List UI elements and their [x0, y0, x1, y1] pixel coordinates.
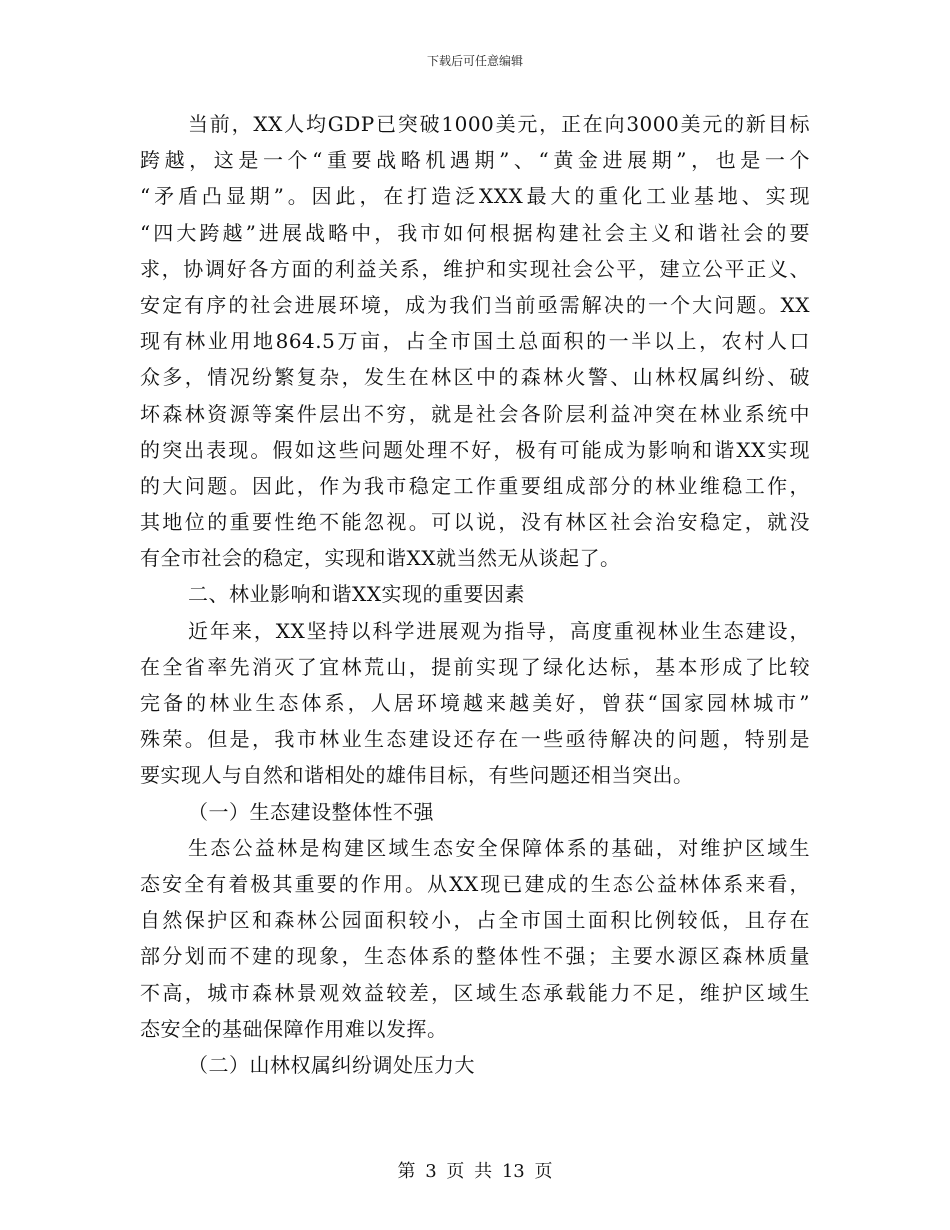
paragraph-line: 求，协调好各方面的利益关系，维护和实现社会公平，建立公平正义、: [140, 256, 810, 281]
paragraph-line: 的大问题。因此，作为我市稳定工作重要组成部分的林业维稳工作，: [140, 473, 810, 498]
page-number-footer: 第 3 页 共 13 页: [397, 1161, 553, 1182]
paragraph-line: 态安全的基础保障作用难以发挥。: [140, 1016, 448, 1041]
subsection-heading: （一）生态建设整体性不强: [188, 799, 434, 824]
paragraph-line: 生态公益林是构建区域生态安全保障体系的基础，对维护区域生: [188, 835, 810, 860]
paragraph-line: 有全市社会的稳定，实现和谐XX就当然无从谈起了。: [140, 546, 621, 571]
page-header-note: 下载后可任意编辑: [426, 54, 523, 68]
paragraph-line: 态安全有着极其重要的作用。从XX现已建成的生态公益林体系来看，: [140, 871, 810, 896]
paragraph-line: 众多，情况纷繁复杂，发生在林区中的森林火警、山林权属纠纷、破: [140, 365, 810, 390]
paragraph-line: 的突出表现。假如这些问题处理不好，极有可能成为影响和谐XX实现: [140, 437, 810, 462]
paragraph-line: 现有林业用地864.5万亩，占全市国土总面积的一半以上，农村人口: [140, 329, 810, 354]
paragraph-line: 在全省率先消灭了宜林荒山，提前实现了绿化达标，基本形成了比较: [140, 654, 810, 679]
paragraph-line: 跨越，这是一个“重要战略机遇期”、“黄金进展期”，也是一个: [140, 148, 810, 173]
paragraph-line: “矛盾凸显期”。因此，在打造泛XXX最大的重化工业基地、实现: [140, 184, 810, 209]
paragraph-line: 不高，城市森林景观效益较差，区域生态承载能力不足，维护区域生: [140, 980, 810, 1005]
paragraph-line: 部分划而不建的现象，生态体系的整体性不强；主要水源区森林质量: [140, 944, 810, 969]
paragraph-line: 殊荣。但是，我市林业生态建设还存在一些亟待解决的问题，特别是: [140, 727, 810, 752]
paragraph-line: 其地位的重要性绝不能忽视。可以说，没有林区社会治安稳定，就没: [140, 510, 810, 535]
paragraph-line: “四大跨越”进展战略中，我市如何根据构建社会主义和谐社会的要: [140, 220, 810, 245]
paragraph-line: 坏森林资源等案件层出不穷，就是社会各阶层利益冲突在林业系统中: [140, 401, 810, 426]
subsection-heading: （二）山林权属纠纷调处压力大: [188, 1052, 475, 1077]
section-heading: 二、林业影响和谐XX实现的重要因素: [188, 582, 525, 607]
paragraph-line: 自然保护区和森林公园面积较小，占全市国土面积比例较低，且存在: [140, 908, 810, 933]
paragraph-line: 要实现人与自然和谐相处的雄伟目标，有些问题还相当突出。: [140, 763, 694, 788]
document-body: [140, 106, 810, 1083]
paragraph-line: 安定有序的社会进展环境，成为我们当前亟需解决的一个大问题。XX: [140, 292, 810, 317]
paragraph-line: 当前，XX人均GDP已突破1000美元，正在向3000美元的新目标: [188, 112, 810, 136]
paragraph-line: 近年来，XX坚持以科学进展观为指导，高度重视林业生态建设，: [188, 618, 810, 643]
paragraph-line: 完备的林业生态体系，人居环境越来越美好，曾获“国家园林城市”: [140, 691, 810, 715]
